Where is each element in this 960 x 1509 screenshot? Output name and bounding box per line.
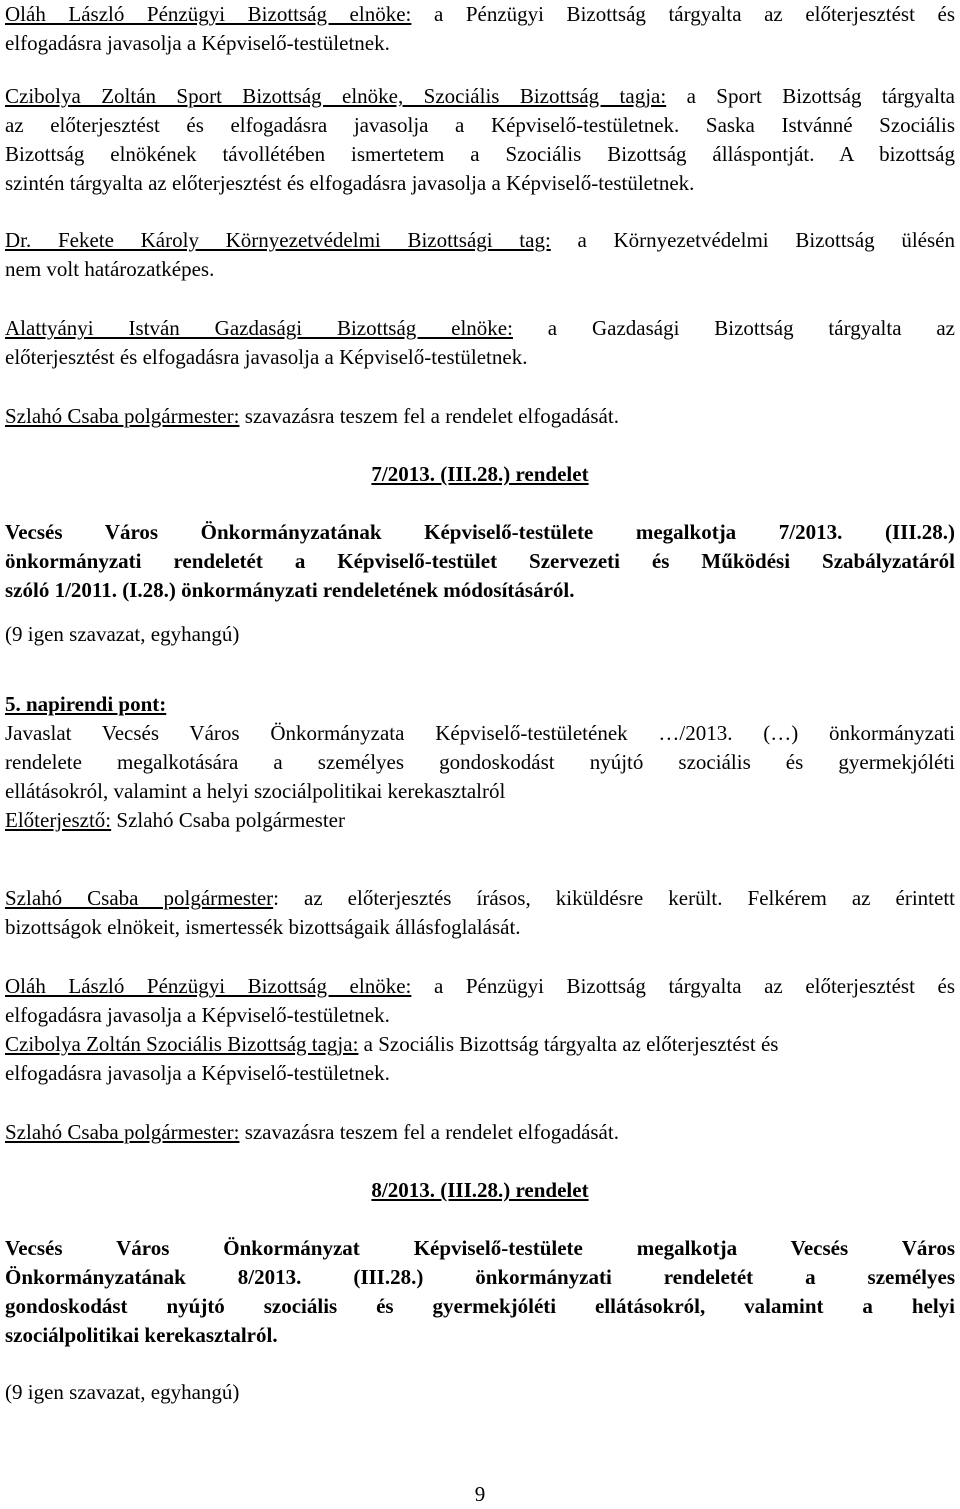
speaker-name: Czibolya Zoltán Sport Bizottság elnöke, Szociális Bizottság tagja:: [5, 84, 667, 108]
speaker-name: Alattyányi István Gazdasági Bizottság elnöke:: [5, 316, 513, 340]
agenda-heading: 5. napirendi pont:: [5, 692, 167, 716]
speaker-name: Oláh László Pénzügyi Bizottság elnöke:: [5, 2, 412, 26]
text-line: [5, 972, 955, 1001]
statement-text: a Pénzügyi Bizottság tárgyalta az előterjesztést és: [411, 2, 955, 26]
decree-heading-8-2013: [5, 1176, 955, 1205]
vote-result-2: [5, 1378, 955, 1407]
text-line: [5, 1118, 955, 1147]
text-line: [5, 314, 955, 343]
text-line: [5, 226, 955, 255]
speaker-name: Dr. Fekete Károly Környezetvédelmi Bizottsági tag:: [5, 228, 551, 252]
presenter-name: Szlahó Csaba polgármester: [111, 808, 345, 832]
vote-text: (9 igen szavazat, egyhangú): [5, 622, 240, 646]
statement-text: szavazásra teszem fel a rendelet elfogadását.: [239, 1120, 619, 1144]
text-line: Javaslat Vecsés Város Önkormányzata Képviselő-testületének …/2013. (…) önkormányzati: [5, 721, 955, 745]
statement-text: a Környezetvédelmi Bizottság ülésén: [550, 228, 955, 252]
text-line: Önkormányzatának 8/2013. (III.28.) önkormányzati rendeletét a személyes: [5, 1265, 955, 1289]
decree-heading-7-2013: [5, 460, 955, 489]
text-line: szociálpolitikai kerekasztalról.: [5, 1323, 278, 1347]
text-line: Bizottság elnökének távollétében ismertetem a Szociális Bizottság álláspontját. A bizottság: [5, 142, 955, 166]
text-line: [5, 82, 955, 111]
decree-heading: 7/2013. (III.28.) rendelet: [371, 462, 589, 486]
presenter-line: [5, 806, 955, 835]
presenter-label: Előterjesztő:: [5, 808, 112, 832]
speaker-name: Szlahó Csaba polgármester:: [5, 404, 240, 428]
text-line: [5, 1030, 955, 1059]
text-line: [5, 402, 955, 431]
text-line: szóló 1/2011. (I.28.) önkormányzati rendeletének módosításáról.: [5, 578, 575, 602]
text-line: nem volt határozatképes.: [5, 257, 215, 281]
speaker-name: Czibolya Zoltán Szociális Bizottság tagja:: [5, 1032, 359, 1056]
text-line: önkormányzati rendeletét a Képviselő-testület Szervezeti és Működési Szabályzatáról: [5, 549, 955, 573]
paragraph-polgarmester-szavazas-2: [5, 1118, 955, 1147]
speaker-name: Oláh László Pénzügyi Bizottság elnöke:: [5, 974, 412, 998]
text-line: Vecsés Város Önkormányzatának Képviselő-testülete megalkotja 7/2013. (III.28.): [5, 520, 955, 544]
paragraph-penzugyi-szocialis: [5, 972, 955, 1088]
text-line: szintén tárgyalta az előterjesztést és elfogadásra javasolja a Képviselő-testületnek.: [5, 171, 695, 195]
text-line: [5, 0, 955, 29]
paragraph-sport-bizottsag: [5, 82, 955, 198]
decree-text-7-2013: [5, 518, 955, 605]
text-line: elfogadásra javasolja a Képviselő-testületnek.: [5, 1061, 390, 1085]
text-line: bizottságok elnökeit, ismertessék bizottságaik állásfoglalását.: [5, 915, 521, 939]
statement-text: a Szociális Bizottság tárgyalta az előterjesztést és: [358, 1032, 779, 1056]
paragraph-penzugyi-1: [5, 0, 955, 58]
page-number: 9: [474, 1482, 486, 1506]
text-line: [5, 884, 955, 913]
paragraph-polgarmester-szavazas-1: [5, 402, 955, 431]
text-line: előterjesztést és elfogadásra javasolja a Képviselő-testületnek.: [5, 345, 528, 369]
statement-text: a Gazdasági Bizottság tárgyalta az: [512, 316, 956, 340]
paragraph-kornyezetvedelmi: [5, 226, 955, 284]
paragraph-gazdasagi: [5, 314, 955, 372]
statement-text: : az előterjesztés írásos, kiküldésre került. Felkérem az érintett: [273, 886, 955, 910]
text-line: rendelete megalkotására a személyes gondoskodást nyújtó szociális és gyermekjóléti: [5, 750, 955, 774]
text-line: Vecsés Város Önkormányzat Képviselő-testülete megalkotja Vecsés Város: [5, 1236, 955, 1260]
decree-text-8-2013: [5, 1234, 955, 1350]
statement-text: a Pénzügyi Bizottság tárgyalta az előterjesztést és: [411, 974, 955, 998]
text-line: elfogadásra javasolja a Képviselő-testületnek.: [5, 1003, 390, 1027]
decree-heading: 8/2013. (III.28.) rendelet: [371, 1178, 589, 1202]
text-line: elfogadásra javasolja a Képviselő-testületnek.: [5, 31, 390, 55]
agenda-item-5: [5, 690, 955, 835]
statement-text: a Sport Bizottság tárgyalta: [666, 84, 955, 108]
vote-text: (9 igen szavazat, egyhangú): [5, 1380, 240, 1404]
speaker-name: Szlahó Csaba polgármester: [5, 886, 274, 910]
text-line: gondoskodást nyújtó szociális és gyermekjóléti ellátásokról, valamint a helyi: [5, 1294, 955, 1318]
vote-result-1: [5, 620, 955, 649]
speaker-name: Szlahó Csaba polgármester:: [5, 1120, 240, 1144]
statement-text: szavazásra teszem fel a rendelet elfogadását.: [239, 404, 619, 428]
paragraph-polgarmester-felkeres: [5, 884, 955, 942]
text-line: ellátásokról, valamint a helyi szociálpolitikai kerekasztalról: [5, 779, 506, 803]
text-line: az előterjesztést és elfogadásra javasolja a Képviselő-testületnek. Saska Istvánné Szociális: [5, 113, 955, 137]
